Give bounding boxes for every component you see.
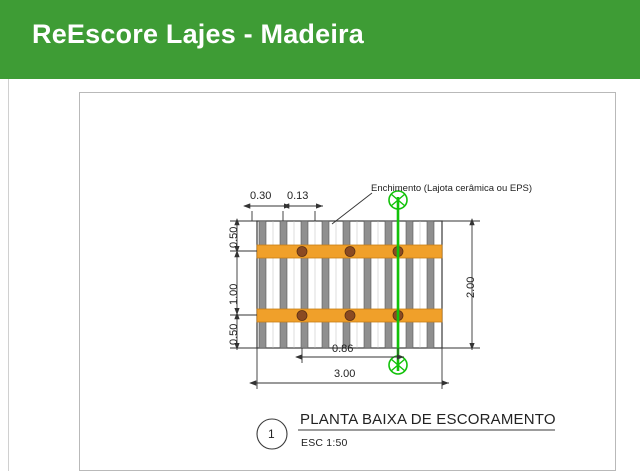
dim-right-total: 2.00	[465, 276, 477, 298]
title-block-title: PLANTA BAIXA DE ESCORAMENTO	[300, 411, 556, 428]
content-area	[0, 79, 640, 471]
dim-top-right: 0.13	[287, 190, 309, 202]
note-leader-line	[332, 193, 372, 224]
drawing-sheet[interactable]	[79, 92, 616, 471]
dim-left-bottom: 0.50	[228, 323, 240, 345]
dim-left-middle: 1.00	[228, 283, 240, 305]
page-title: ReEscore Lajes - Madeira	[32, 19, 364, 49]
title-block-number: 1	[268, 427, 275, 441]
dim-bottom-inner: 0.86	[332, 343, 354, 355]
app-header	[0, 0, 640, 79]
dim-bottom-total: 3.00	[334, 368, 356, 380]
joist-group	[259, 221, 434, 348]
dim-top-left: 0.30	[250, 190, 272, 202]
filler-note-label: Enchimento (Lajota cerâmica ou EPS)	[371, 183, 533, 194]
title-block-scale: ESC 1:50	[301, 437, 348, 449]
left-rail	[0, 79, 9, 471]
top-dimension-chain	[244, 206, 323, 221]
dim-left-top: 0.50	[228, 226, 240, 248]
floor-plan-drawing	[80, 93, 615, 470]
